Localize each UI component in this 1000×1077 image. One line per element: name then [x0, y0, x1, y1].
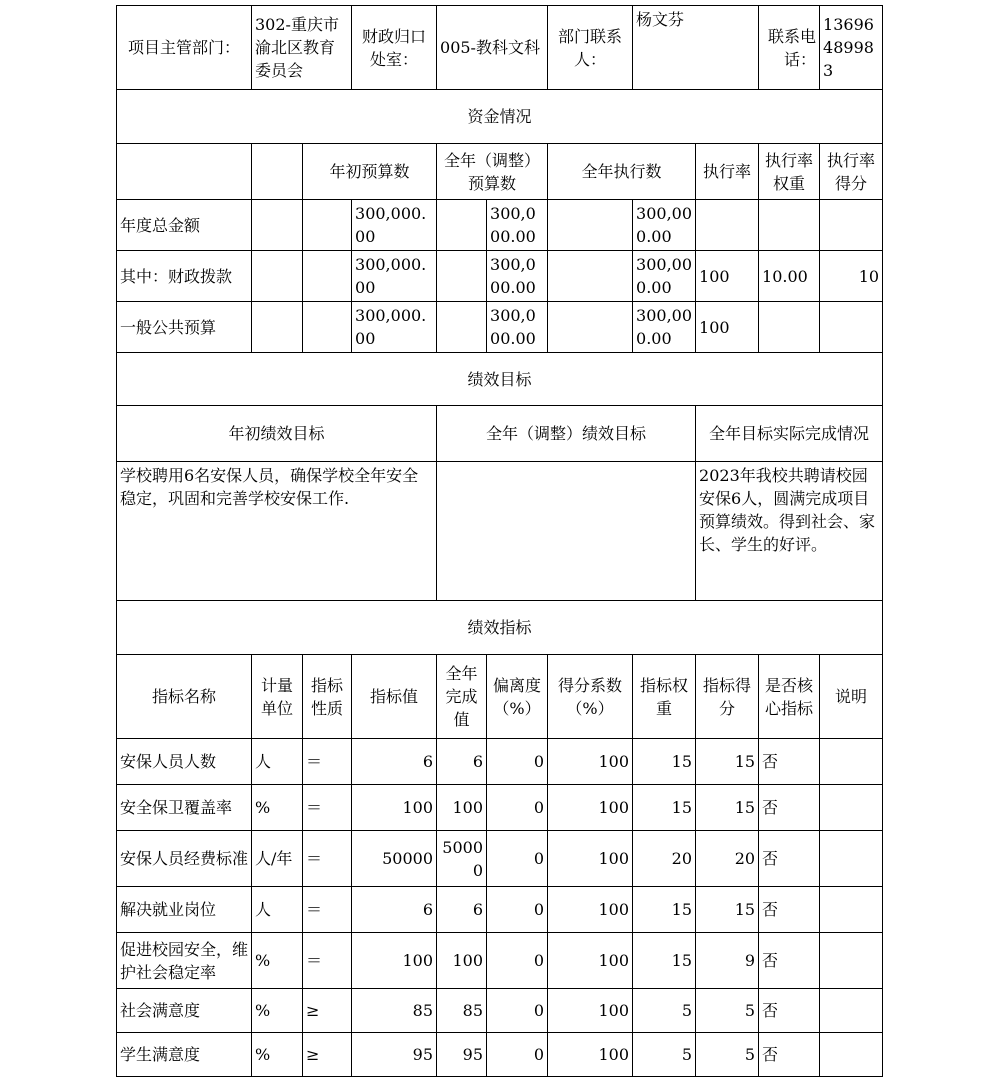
indicator-nature: ＝ — [303, 887, 352, 933]
funds-row-name: 一般公共预算 — [117, 302, 252, 353]
indicator-header: 得分系数（%） — [548, 655, 633, 739]
indicator-weight: 5 — [633, 1033, 696, 1077]
funds-executed: 300,000.00 — [633, 302, 696, 353]
indicator-name: 社会满意度 — [117, 989, 252, 1033]
funds-initial: 300,000.00 — [352, 251, 437, 302]
indicator-deviation: 0 — [487, 831, 548, 887]
indicator-weight: 15 — [633, 739, 696, 785]
funds-score — [820, 302, 883, 353]
funds-weight — [759, 302, 820, 353]
indicator-header: 是否核心指标 — [759, 655, 820, 739]
funds-header: 全年（调整）预算数 — [437, 144, 548, 200]
indicator-coef: 100 — [548, 1033, 633, 1077]
indicator-core: 否 — [759, 1033, 820, 1077]
dept-value: 302-重庆市渝北区教育委员会 — [252, 6, 352, 90]
indicator-unit: 人/年 — [252, 831, 303, 887]
indicator-header: 指标名称 — [117, 655, 252, 739]
indicator-deviation: 0 — [487, 933, 548, 989]
indicator-weight: 15 — [633, 887, 696, 933]
header-row — [117, 6, 883, 90]
indicator-row — [117, 933, 883, 989]
funds-header: 执行率得分 — [820, 144, 883, 200]
funds-score: 10 — [820, 251, 883, 302]
indicator-score: 5 — [696, 989, 759, 1033]
funds-row-name: 其中：财政拨款 — [117, 251, 252, 302]
indicator-name: 安全保卫覆盖率 — [117, 785, 252, 831]
phone-value: 13696489983 — [820, 6, 883, 90]
indicator-deviation: 0 — [487, 739, 548, 785]
indicator-target: 100 — [352, 785, 437, 831]
indicator-target: 95 — [352, 1033, 437, 1077]
indicator-target: 100 — [352, 933, 437, 989]
indicator-deviation: 0 — [487, 1033, 548, 1077]
indicator-note — [820, 887, 883, 933]
indicator-note — [820, 785, 883, 831]
indicator-header: 指标性质 — [303, 655, 352, 739]
funds-adjusted: 300,000.00 — [487, 200, 548, 251]
indicator-row — [117, 1033, 883, 1077]
indicator-note — [820, 989, 883, 1033]
indicator-name: 解决就业岗位 — [117, 887, 252, 933]
indicator-deviation: 0 — [487, 785, 548, 831]
indicator-name: 安保人员人数 — [117, 739, 252, 785]
indicator-weight: 5 — [633, 989, 696, 1033]
indicator-rows — [117, 739, 883, 1077]
indicator-row — [117, 831, 883, 887]
indicator-unit: % — [252, 989, 303, 1033]
funds-header-row — [117, 144, 883, 200]
indicator-nature: ≥ — [303, 1033, 352, 1077]
finance-value: 005-教科文科 — [437, 6, 548, 90]
indicator-row — [117, 785, 883, 831]
funds-score — [820, 200, 883, 251]
indicator-actual: 95 — [437, 1033, 487, 1077]
goals-actual-text: 2023年我校共聘请校园安保6人，圆满完成项目预算绩效。得到社会、家长、学生的好评。 — [696, 462, 883, 601]
funds-row — [117, 251, 883, 302]
funds-header: 执行率权重 — [759, 144, 820, 200]
indicator-actual: 6 — [437, 887, 487, 933]
funds-weight: 10.00 — [759, 251, 820, 302]
indicator-target: 6 — [352, 739, 437, 785]
funds-rate: 100 — [696, 302, 759, 353]
funds-weight — [759, 200, 820, 251]
indicator-core: 否 — [759, 989, 820, 1033]
indicator-note — [820, 1033, 883, 1077]
funds-header: 执行率 — [696, 144, 759, 200]
indicator-name: 安保人员经费标准 — [117, 831, 252, 887]
performance-table — [116, 5, 883, 1077]
indicator-name: 促进校园安全，维护社会稳定率 — [117, 933, 252, 989]
indicator-nature: ＝ — [303, 785, 352, 831]
indicator-coef: 100 — [548, 831, 633, 887]
goals-col-initial: 年初绩效目标 — [117, 406, 437, 462]
indicator-core: 否 — [759, 933, 820, 989]
indicator-weight: 15 — [633, 933, 696, 989]
phone-label: 联系电话： — [759, 6, 820, 90]
goals-col-actual: 全年目标实际完成情况 — [696, 406, 883, 462]
indicator-note — [820, 933, 883, 989]
funds-row — [117, 302, 883, 353]
indicator-deviation: 0 — [487, 989, 548, 1033]
indicator-score: 5 — [696, 1033, 759, 1077]
funds-adjusted: 300,000.00 — [487, 251, 548, 302]
funds-header: 年初预算数 — [303, 144, 437, 200]
goals-col-adjusted: 全年（调整）绩效目标 — [437, 406, 696, 462]
indicator-note — [820, 831, 883, 887]
indicator-nature: ≥ — [303, 989, 352, 1033]
indicator-score: 15 — [696, 785, 759, 831]
indicator-nature: ＝ — [303, 933, 352, 989]
funds-initial: 300,000.00 — [352, 200, 437, 251]
indicator-unit: % — [252, 933, 303, 989]
indicator-coef: 100 — [548, 933, 633, 989]
indicator-core: 否 — [759, 739, 820, 785]
contact-value: 杨文芬 — [633, 6, 759, 90]
indicator-unit: % — [252, 785, 303, 831]
goals-content-row — [117, 462, 883, 601]
indicator-coef: 100 — [548, 887, 633, 933]
contact-label: 部门联系人： — [548, 6, 633, 90]
indicator-actual: 6 — [437, 739, 487, 785]
funds-adjusted: 300,000.00 — [487, 302, 548, 353]
indicator-row — [117, 989, 883, 1033]
indicator-header: 计量单位 — [252, 655, 303, 739]
indicator-weight: 20 — [633, 831, 696, 887]
funds-rate: 100 — [696, 251, 759, 302]
indicator-nature: ＝ — [303, 831, 352, 887]
goals-header-row — [117, 406, 883, 462]
funds-row — [117, 200, 883, 251]
funds-executed: 300,000.00 — [633, 200, 696, 251]
indicator-core: 否 — [759, 831, 820, 887]
indicator-name: 学生满意度 — [117, 1033, 252, 1077]
goals-section-title: 绩效目标 — [117, 353, 883, 406]
indicators-header-row — [117, 655, 883, 739]
indicator-score: 15 — [696, 887, 759, 933]
funds-section-title: 资金情况 — [117, 90, 883, 144]
indicator-coef: 100 — [548, 739, 633, 785]
goals-adjusted-text — [437, 462, 696, 601]
indicator-unit: 人 — [252, 887, 303, 933]
indicator-unit: 人 — [252, 739, 303, 785]
indicator-deviation: 0 — [487, 887, 548, 933]
indicator-header: 偏离度（%） — [487, 655, 548, 739]
indicator-target: 50000 — [352, 831, 437, 887]
indicator-score: 20 — [696, 831, 759, 887]
funds-header: 全年执行数 — [548, 144, 696, 200]
funds-rate — [696, 200, 759, 251]
indicator-core: 否 — [759, 887, 820, 933]
indicator-header: 说明 — [820, 655, 883, 739]
funds-row-name: 年度总金额 — [117, 200, 252, 251]
indicator-target: 85 — [352, 989, 437, 1033]
funds-executed: 300,000.00 — [633, 251, 696, 302]
indicator-actual: 100 — [437, 933, 487, 989]
indicator-score: 15 — [696, 739, 759, 785]
indicator-score: 9 — [696, 933, 759, 989]
indicator-actual: 100 — [437, 785, 487, 831]
indicator-weight: 15 — [633, 785, 696, 831]
indicator-header: 指标权重 — [633, 655, 696, 739]
finance-label: 财政归口处室： — [352, 6, 437, 90]
funds-initial: 300,000.00 — [352, 302, 437, 353]
indicator-header: 全年完成值 — [437, 655, 487, 739]
indicator-actual: 85 — [437, 989, 487, 1033]
goals-initial-text: 学校聘用6名安保人员，确保学校全年安全稳定，巩固和完善学校安保工作. — [117, 462, 437, 601]
indicator-header: 指标得分 — [696, 655, 759, 739]
indicator-core: 否 — [759, 785, 820, 831]
indicators-section-title: 绩效指标 — [117, 601, 883, 655]
indicator-unit: % — [252, 1033, 303, 1077]
indicator-coef: 100 — [548, 785, 633, 831]
indicator-header: 指标值 — [352, 655, 437, 739]
indicator-row — [117, 887, 883, 933]
indicator-nature: ＝ — [303, 739, 352, 785]
indicator-target: 6 — [352, 887, 437, 933]
dept-label: 项目主管部门： — [117, 6, 252, 90]
indicator-note — [820, 739, 883, 785]
indicator-row — [117, 739, 883, 785]
indicator-coef: 100 — [548, 989, 633, 1033]
indicator-actual: 50000 — [437, 831, 487, 887]
